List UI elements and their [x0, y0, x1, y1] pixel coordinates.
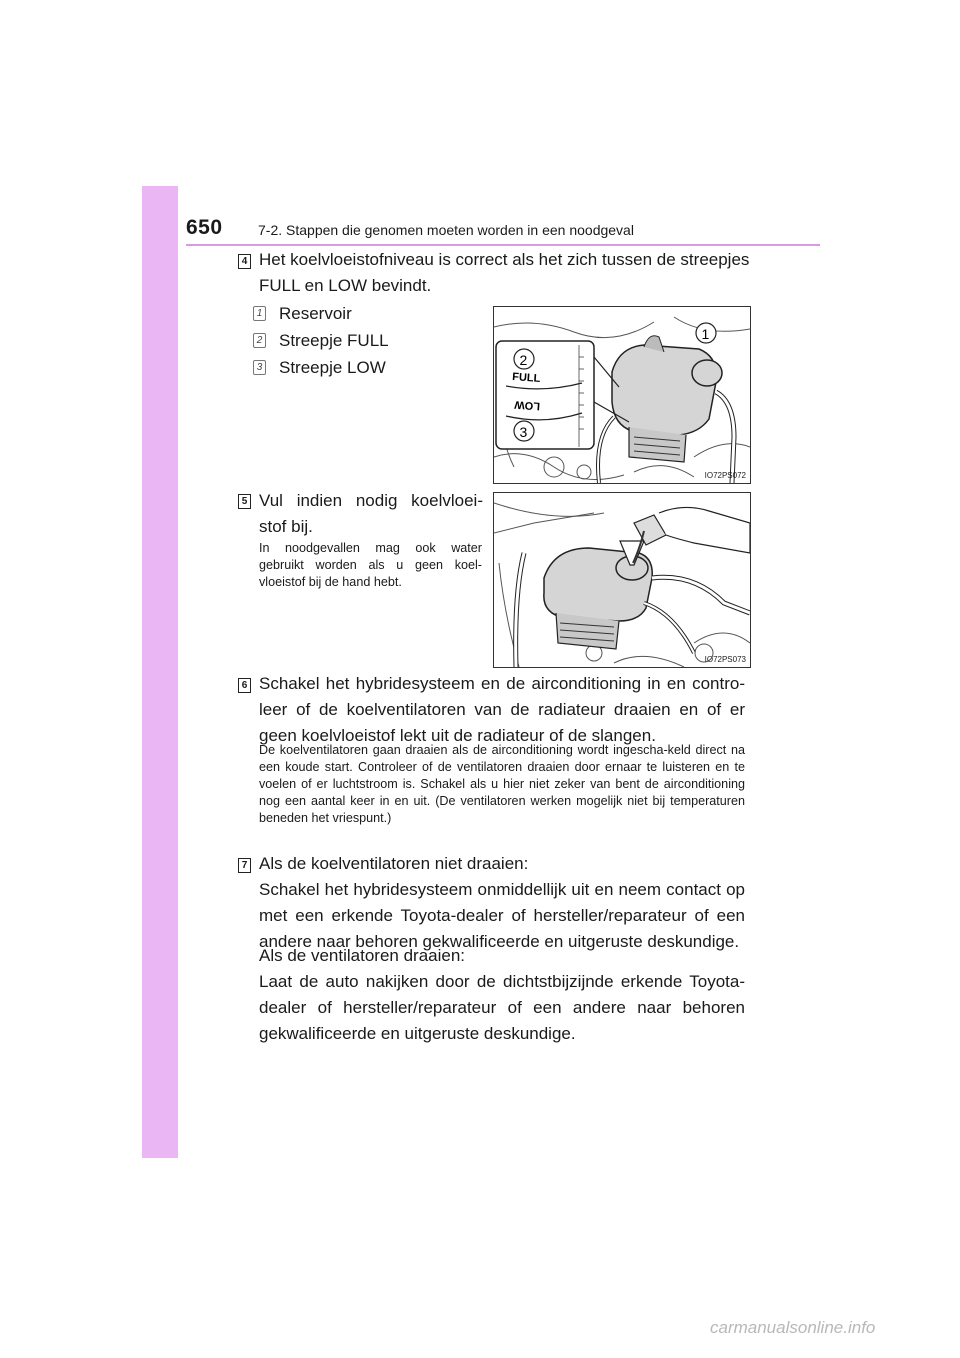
step-5-badge: 5: [238, 494, 251, 509]
step-5-note: In noodgevallen mag ook water gebruikt worden als u geen koel-vloeistof bij de hand hebt.: [259, 541, 482, 589]
item-full-label: Streepje FULL: [279, 331, 389, 350]
chapter-sidebar-tab: [142, 186, 178, 1158]
full-scale-mark: FULL: [511, 371, 541, 385]
refill-figure: [493, 492, 751, 668]
step-4-line-1: Het koelvloeistofniveau is correct als het zich tussen de streepjes: [259, 250, 750, 269]
item-3-badge: 3: [253, 360, 266, 375]
item-reservoir-label: Reservoir: [279, 304, 352, 323]
figure-code-073: IO72PS073: [704, 655, 746, 664]
refill-illustration: [494, 493, 750, 667]
step-7-text-1: Schakel het hybridesysteem onmiddellijk uit en neem contact op met een erkende Toyota-dealer of hersteller/reparateur of een andere naar behoren gekwalificeerde en uitgeruste deskundige.: [259, 880, 745, 951]
step-7-condition-1: Als de koelventilatoren niet draaien:: [259, 854, 529, 873]
header-rule: [186, 244, 820, 246]
step-6-text: Schakel het hybridesysteem en de airconditioning in en contro-leer of de koelventilatoren van de radiateur draaien en of er geen koelvloeistof lekt uit de radiateur of de slangen.: [259, 674, 745, 745]
step-6-badge: 6: [238, 678, 251, 693]
page-number: 650: [186, 216, 223, 239]
step-7-text-2: Laat de auto nakijken door de dichtstbijzijnde erkende Toyota-dealer of hersteller/reparateur of een andere naar behoren gekwalificeerde en uitgeruste deskundige.: [259, 972, 745, 1043]
watermark: carmanualsonline.info: [710, 1318, 876, 1337]
step-7-condition-2: Als de ventilatoren draaien:: [259, 946, 466, 965]
step-5-line-1: Vul indien nodig koelvloei-: [259, 491, 483, 510]
reservoir-figure: [493, 306, 751, 484]
step-6-note: De koelventilatoren gaan draaien als de airconditioning wordt ingescha-keld direct na een koude start. Controleer of de ventilatoren draaien door ernaar te luisteren en te voelen of er luchtstroom is. Schakel als u hier niet zeker van bent de airconditioning nog een aantal keer in en uit. (De ventilatoren werken mogelijk niet bij temperaturen beneden het vriespunt.): [259, 743, 745, 825]
low-scale-mark: LOW: [514, 398, 541, 412]
callout-1: 1: [701, 326, 710, 342]
reservoir-illustration: [494, 307, 750, 483]
callout-3: 3: [519, 424, 528, 440]
item-1-badge: 1: [253, 306, 266, 321]
item-2-badge: 2: [253, 333, 266, 348]
item-low-label: Streepje LOW: [279, 358, 386, 377]
step-4-line-2: FULL en LOW bevindt.: [259, 276, 432, 295]
step-4-badge: 4: [238, 254, 251, 269]
step-7-badge: 7: [238, 858, 251, 873]
chapter-title: 7-2. Stappen die genomen moeten worden in een noodgeval: [258, 222, 634, 238]
figure-code-072: IO72PS072: [704, 471, 746, 480]
step-5-line-2: stof bij.: [259, 517, 313, 536]
callout-2: 2: [519, 352, 528, 368]
